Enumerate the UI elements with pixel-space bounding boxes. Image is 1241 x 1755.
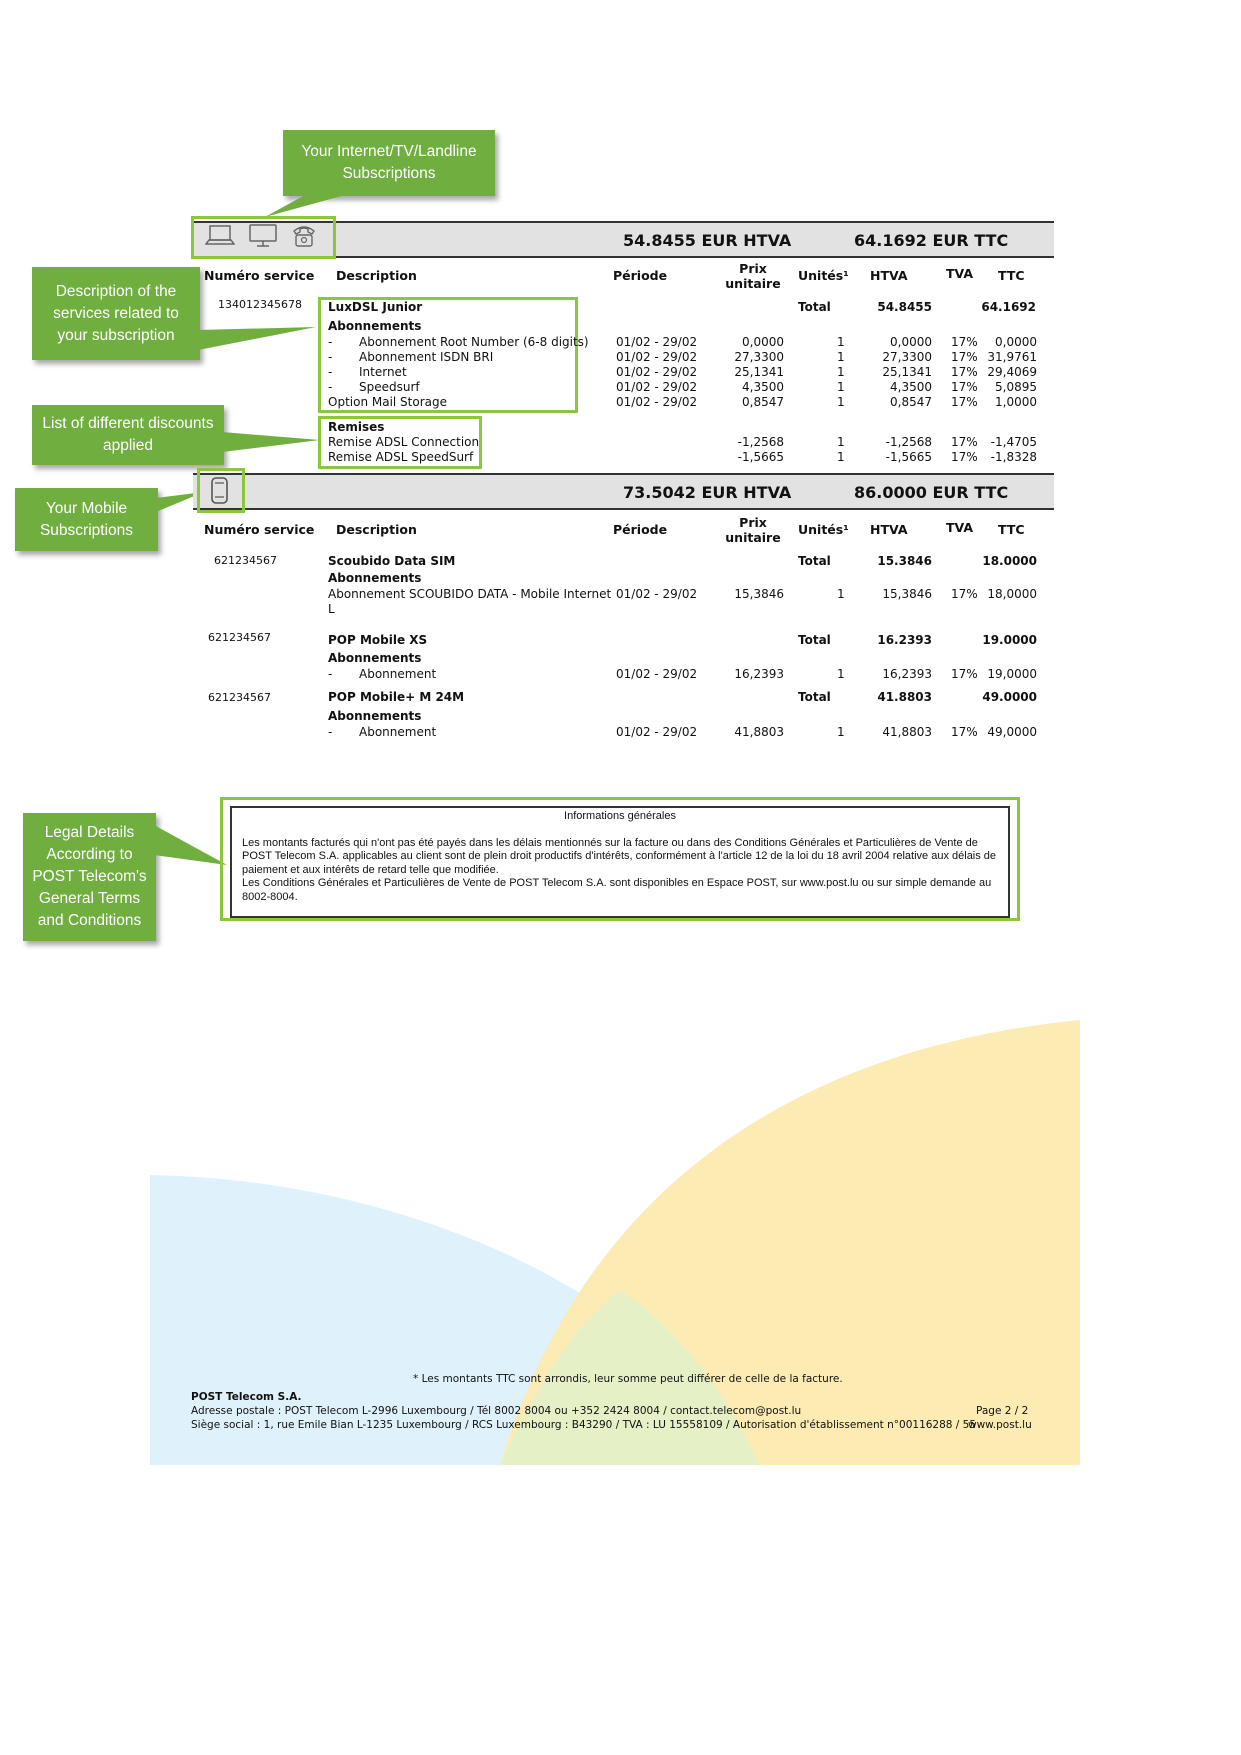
telephone-icon — [292, 223, 316, 249]
laptop-icon — [205, 224, 235, 248]
col-description: Description — [336, 522, 417, 537]
callout-pointer — [154, 820, 229, 870]
section-htva-total: 54.8455 EUR HTVA — [623, 231, 792, 250]
plan-name: POP Mobile XS — [328, 633, 428, 647]
footer-website[interactable]: www.post.lu — [968, 1419, 1032, 1431]
footer-note: * Les montants TTC sont arrondis, leur somme peut différer de celle de la facture. — [413, 1373, 843, 1385]
discounts-label: Remises — [328, 420, 385, 434]
callout-pointer — [198, 320, 318, 360]
legal-information-box — [230, 806, 1010, 918]
footer-page: Page 2 / 2 — [976, 1405, 1029, 1417]
callout-pointer — [265, 195, 345, 217]
plan-ttc: 64.1692 — [981, 300, 1036, 314]
plan-htva: 54.8455 — [877, 300, 932, 314]
col-ttc: TTC — [998, 522, 1025, 537]
footer-company: POST Telecom S.A. — [191, 1391, 302, 1403]
section-ttc-total: 86.0000 EUR TTC — [854, 483, 1009, 502]
legal-paragraph: Les Conditions Générales et Particulières de Vente de POST Telecom S.A. sont disponibles en Espace POST, sur www.post.lu ou sur simple demande au 8002-8004. — [242, 877, 992, 903]
mobile-phone-icon — [209, 476, 231, 506]
plan-name: Scoubido Data SIM — [328, 554, 456, 568]
col-unit-price: Prix unitaire — [725, 515, 781, 545]
footer-address: Adresse postale : POST Telecom L-2996 Luxembourg / Tél 8002 8004 ou +352 2424 8004 / contact.telecom@post.lu — [191, 1405, 802, 1417]
legal-paragraph: Les montants facturés qui n'ont pas été payés dans les délais mentionnés sur la facture ou dans des Conditions Générales et Particulières de Vente de POST Telecom S.A. applicables au client sont de plein droit productifs d'intérêts, conformément à l'article 12 de la loi du 18 avril 2004 relative aux délais de paiement et aux intérêts de retard telle que modifiée. — [242, 836, 997, 876]
col-ttc: TTC — [998, 268, 1025, 283]
col-period: Période — [613, 522, 668, 537]
footer-seat: Siège social : 1, rue Emile Bian L-1235 Luxembourg / RCS Luxembourg : B43290 / TVA : LU 15558109 / Autorisation d'établissement n°00116288 / 55 — [191, 1419, 977, 1431]
service-number: 134012345678 — [218, 298, 302, 311]
col-htva: HTVA — [870, 268, 908, 283]
col-description: Description — [336, 268, 417, 283]
callout-pointer — [222, 430, 322, 460]
legal-title: Informations générales — [564, 810, 676, 822]
col-tva: TVA — [946, 266, 974, 281]
col-period: Période — [613, 268, 668, 283]
callout-mobile: Your Mobile Subscriptions — [15, 488, 158, 551]
callout-legal: Legal Details According to POST Telecom's General Terms and Conditions — [23, 813, 156, 941]
col-service: Numéro service — [204, 522, 315, 537]
col-units: Unités¹ — [798, 522, 849, 537]
section-htva-total: 73.5042 EUR HTVA — [623, 483, 792, 502]
section-mobile-header — [193, 473, 1054, 510]
col-htva: HTVA — [870, 522, 908, 537]
col-tva: TVA — [946, 520, 974, 535]
subscriptions-label: Abonnements — [328, 319, 422, 333]
callout-description: Description of the services related to your subscription — [32, 267, 200, 360]
callout-discounts: List of different discounts applied — [32, 405, 224, 465]
service-number: 621234567 — [208, 691, 271, 704]
section-ttc-total: 64.1692 EUR TTC — [854, 231, 1009, 250]
plan-total-label: Total — [798, 300, 831, 314]
col-unit-price: Prix unitaire — [725, 261, 781, 291]
plan-name: LuxDSL Junior — [328, 300, 423, 314]
service-number: 621234567 — [208, 631, 271, 644]
col-units: Unités¹ — [798, 268, 849, 283]
service-number: 621234567 — [214, 554, 277, 567]
plan-name: POP Mobile+ M 24M — [328, 690, 465, 704]
col-service: Numéro service — [204, 268, 315, 283]
callout-internet: Your Internet/TV/Landline Subscriptions — [283, 130, 495, 196]
monitor-icon — [248, 223, 278, 249]
